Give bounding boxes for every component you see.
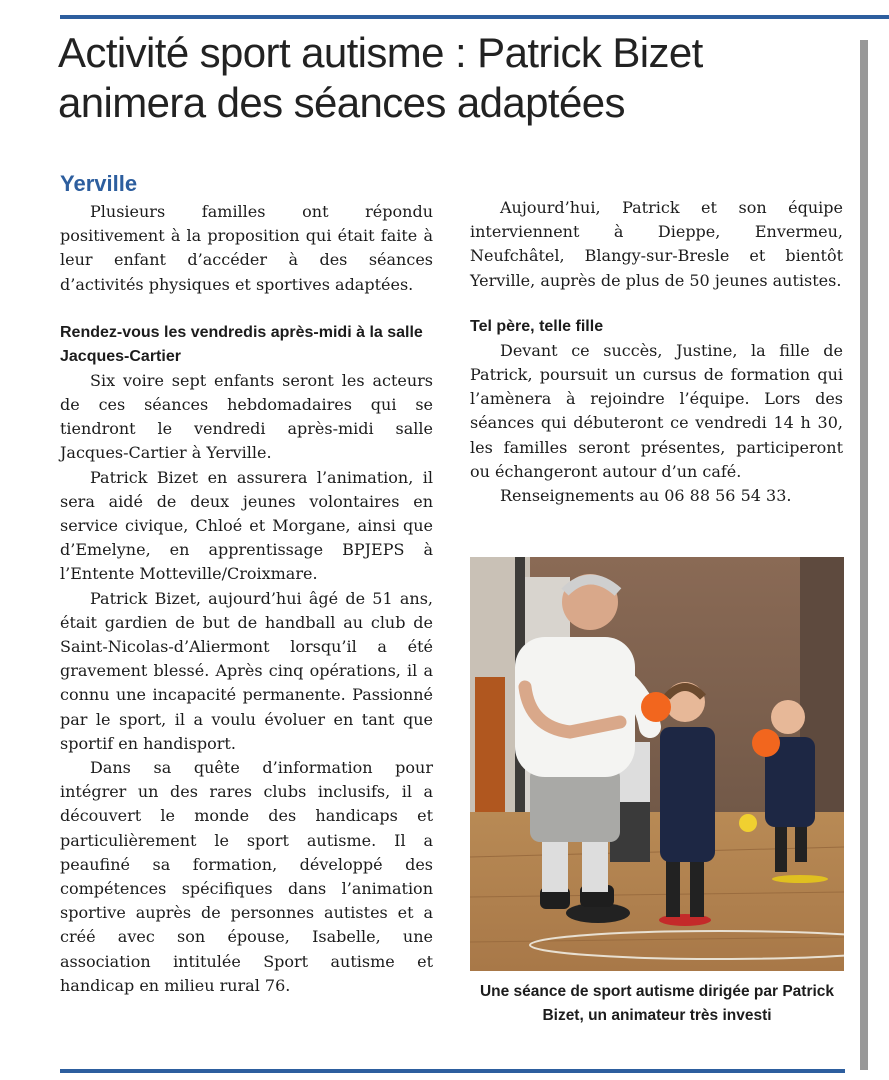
article-column-1 [60,170,433,998]
subheading: Rendez-vous les vendredis après-midi à la salle Jacques-Cartier [60,323,423,365]
article-photo [470,557,844,971]
paragraph: Plusieurs familles ont répondu positivement à la proposition qui était faite à leur enfant d’accéder à des séances d’activités physiques et sportives adaptées. [60,202,433,294]
paragraph: Patrick Bizet, aujourd’hui âgé de 51 ans, était gardien de but de handball au club de Saint-Nicolas-d’Aliermont lorsqu’il a été gravement blessé. Après cinq opérations, il a connu une incapacité permanente. Passionné par le sport, il a voulu évoluer en tant que sportif en handisport. [60,588,433,753]
paragraph: Six voire sept enfants seront les acteurs de ces séances hebdomadaires qui se tiendront le vendredi après-midi salle Jacques-Cartier à Yerville. [60,370,433,463]
article-column-2 [470,196,843,508]
paragraph: Devant ce succès, Justine, la fille de Patrick, poursuit un cursus de formation qui l’amènera à rejoindre l’équipe. Lors des séances qui débuteront ce vendredi 14 h 30, les familles seront présentes, participeront ou échangeront autour d’un café. [470,340,843,481]
paragraph: Patrick Bizet en assurera l’animation, il sera aidé de deux jeunes volontaires en service civique, Chloé et Morgane, ainsi que d’Emelyne, en apprentissage BPJEPS à l’Entente Motteville/Croixmare. [60,467,433,584]
locality-label: Yerville [60,171,138,196]
top-rule [60,15,889,19]
paragraph: Dans sa quête d’information pour intégrer un des rares clubs inclusifs, il a découvert le monde des handicaps et particulièrement le sport autisme. Il a peaufiné sa formation, développé des compétences spécifiques dans l’animation sportive auprès de personnes autistes et a créé avec son épouse, Isabelle, une association intitulée Sport autisme et handicap en milieu rural 76. [60,758,433,995]
adjacent-article-fragment [860,30,889,1070]
paragraph: Aujourd’hui, Patrick et son équipe interviennent à Dieppe, Envermeu, Neufchâtel, Blangy-sur-Bresle et bientôt Yerville, auprès de plus de 50 jeunes autistes. [470,198,843,290]
headline: Activité sport autisme : Patrick Bizet animera des séances adaptées [58,29,703,126]
subheading: Tel père, telle fille [470,317,604,335]
photo-caption: Une séance de sport autisme dirigée par Patrick Bizet, un animateur très investi [479,983,835,1024]
paragraph: Renseignements au 06 88 56 54 33. [500,486,792,506]
bottom-rule [60,1069,845,1073]
column-divider [860,40,868,1070]
